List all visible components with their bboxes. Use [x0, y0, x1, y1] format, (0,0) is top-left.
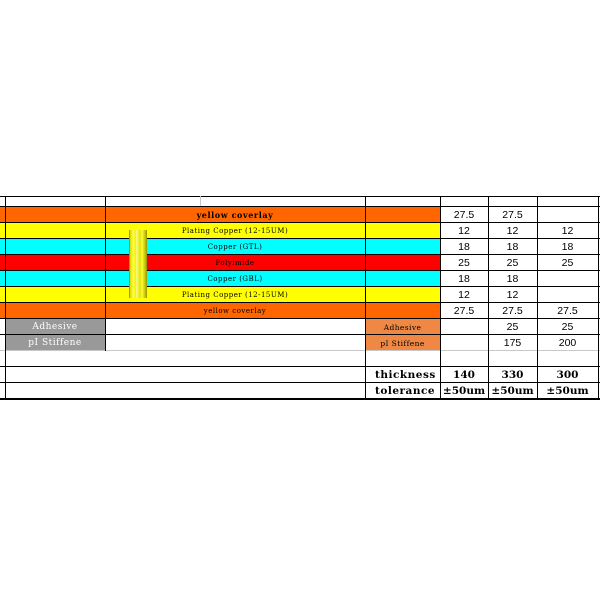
- layer-row: [0, 303, 600, 319]
- layer-value-col3[interactable]: 18: [561, 241, 574, 253]
- grid-line: [0, 366, 600, 367]
- thickness-row: [0, 367, 600, 383]
- grid-line: [0, 399, 600, 400]
- layer-row: [0, 223, 600, 239]
- layer-name[interactable]: Copper (GBL): [105, 271, 365, 287]
- layer-row: [0, 255, 600, 271]
- layer-value-col2[interactable]: 12: [506, 225, 519, 237]
- grid-line: [537, 196, 538, 399]
- layer-left-cell[interactable]: [5, 287, 105, 303]
- layer-name[interactable]: Copper (GTL): [105, 239, 365, 255]
- layer-row: [0, 239, 600, 255]
- extra-row: [0, 319, 600, 335]
- layer-value-col1[interactable]: 12: [458, 225, 470, 237]
- layer-value-col2[interactable]: 12: [506, 289, 519, 301]
- layer-right-cell[interactable]: [365, 303, 440, 319]
- tolerance-col3[interactable]: ±50um: [546, 385, 589, 397]
- extra-right-label[interactable]: pI Stiffene: [365, 335, 440, 351]
- layer-value-col1[interactable]: 25: [458, 257, 470, 269]
- grid-line: [598, 196, 599, 399]
- layer-value-col1[interactable]: 18: [458, 241, 470, 253]
- layer-left-cell[interactable]: [5, 239, 105, 255]
- layer-name[interactable]: Polyimide: [105, 255, 365, 271]
- grid-line: [0, 238, 600, 239]
- thickness-col2[interactable]: 330: [501, 369, 524, 381]
- layer-value-col3[interactable]: 25: [561, 257, 574, 269]
- grid-line: [105, 196, 106, 351]
- layer-name[interactable]: Plating Copper (12-15UM): [105, 287, 365, 303]
- extra-left-label[interactable]: pI Stiffene: [5, 335, 105, 351]
- thickness-col1[interactable]: 140: [453, 369, 475, 381]
- grid-line: [365, 196, 366, 399]
- layer-value-col1[interactable]: 27.5: [453, 305, 475, 317]
- grid-line: [0, 222, 600, 223]
- tolerance-row: [0, 383, 600, 399]
- extra-row: [0, 335, 600, 351]
- extra-value-col3[interactable]: 200: [558, 337, 577, 349]
- layer-left-cell[interactable]: [5, 207, 105, 223]
- layer-name[interactable]: yellow coverlay: [105, 207, 365, 223]
- layer-right-cell[interactable]: [365, 207, 440, 223]
- layer-value-col2[interactable]: 27.5: [502, 209, 523, 221]
- layer-right-cell[interactable]: [365, 255, 440, 271]
- layer-right-cell[interactable]: [365, 271, 440, 287]
- extra-right-label[interactable]: Adhesive: [365, 319, 440, 335]
- layer-name[interactable]: Plating Copper (12-15UM): [105, 223, 365, 239]
- grid-line: [0, 206, 600, 207]
- layer-value-col3[interactable]: [537, 271, 598, 287]
- layer-row: [0, 271, 600, 287]
- extra-value-col1[interactable]: [440, 335, 488, 351]
- layer-left-cell[interactable]: [5, 303, 105, 319]
- layer-left-cell[interactable]: [5, 255, 105, 271]
- tolerance-col2[interactable]: ±50um: [491, 385, 534, 397]
- layer-left-cell[interactable]: [5, 271, 105, 287]
- layer-right-cell[interactable]: [365, 287, 440, 303]
- layer-value-col2[interactable]: 25: [506, 257, 519, 269]
- extra-value-col1[interactable]: [440, 319, 488, 335]
- layer-name[interactable]: yellow coverlay: [105, 303, 365, 319]
- layer-row: [0, 287, 600, 303]
- extra-value-col2[interactable]: 175: [503, 337, 522, 349]
- layer-value-col3[interactable]: [537, 287, 598, 303]
- grid-line: [0, 350, 600, 351]
- layer-value-col2[interactable]: 18: [506, 273, 519, 285]
- grid-line: [488, 196, 489, 399]
- tolerance-col1[interactable]: ±50um: [442, 385, 486, 397]
- grid-line: [440, 196, 441, 399]
- grid-line: [0, 302, 600, 303]
- thickness-label[interactable]: thickness: [375, 369, 436, 381]
- grid-line: [0, 382, 600, 383]
- layer-left-cell[interactable]: [5, 223, 105, 239]
- layer-value-col1[interactable]: 12: [458, 289, 470, 301]
- grid-line: [5, 196, 6, 399]
- tolerance-label[interactable]: tolerance: [375, 385, 436, 397]
- layer-value-col3[interactable]: 12: [561, 225, 574, 237]
- grid-line: [0, 318, 600, 319]
- layer-value-col3[interactable]: [537, 207, 598, 223]
- thickness-col3[interactable]: 300: [556, 369, 579, 381]
- layer-row: [0, 207, 600, 223]
- layer-value-col3[interactable]: 27.5: [557, 305, 578, 317]
- grid-line: [0, 334, 600, 335]
- extra-value-col3[interactable]: 25: [561, 321, 574, 333]
- plated-via: [129, 230, 147, 298]
- layer-value-col1[interactable]: 27.5: [453, 209, 475, 221]
- grid-line: [0, 270, 600, 271]
- grid-line: [0, 286, 600, 287]
- layer-value-col1[interactable]: 18: [458, 273, 470, 285]
- layer-value-col2[interactable]: 18: [506, 241, 519, 253]
- stackup-table: [0, 196, 600, 406]
- layer-right-cell[interactable]: [365, 239, 440, 255]
- extra-left-label[interactable]: Adhesive: [5, 319, 105, 335]
- layer-right-cell[interactable]: [365, 223, 440, 239]
- grid-line: [200, 196, 201, 206]
- grid-line: [0, 196, 600, 197]
- layer-value-col2[interactable]: 27.5: [502, 305, 523, 317]
- grid-line: [0, 254, 600, 255]
- extra-value-col2[interactable]: 25: [506, 321, 519, 333]
